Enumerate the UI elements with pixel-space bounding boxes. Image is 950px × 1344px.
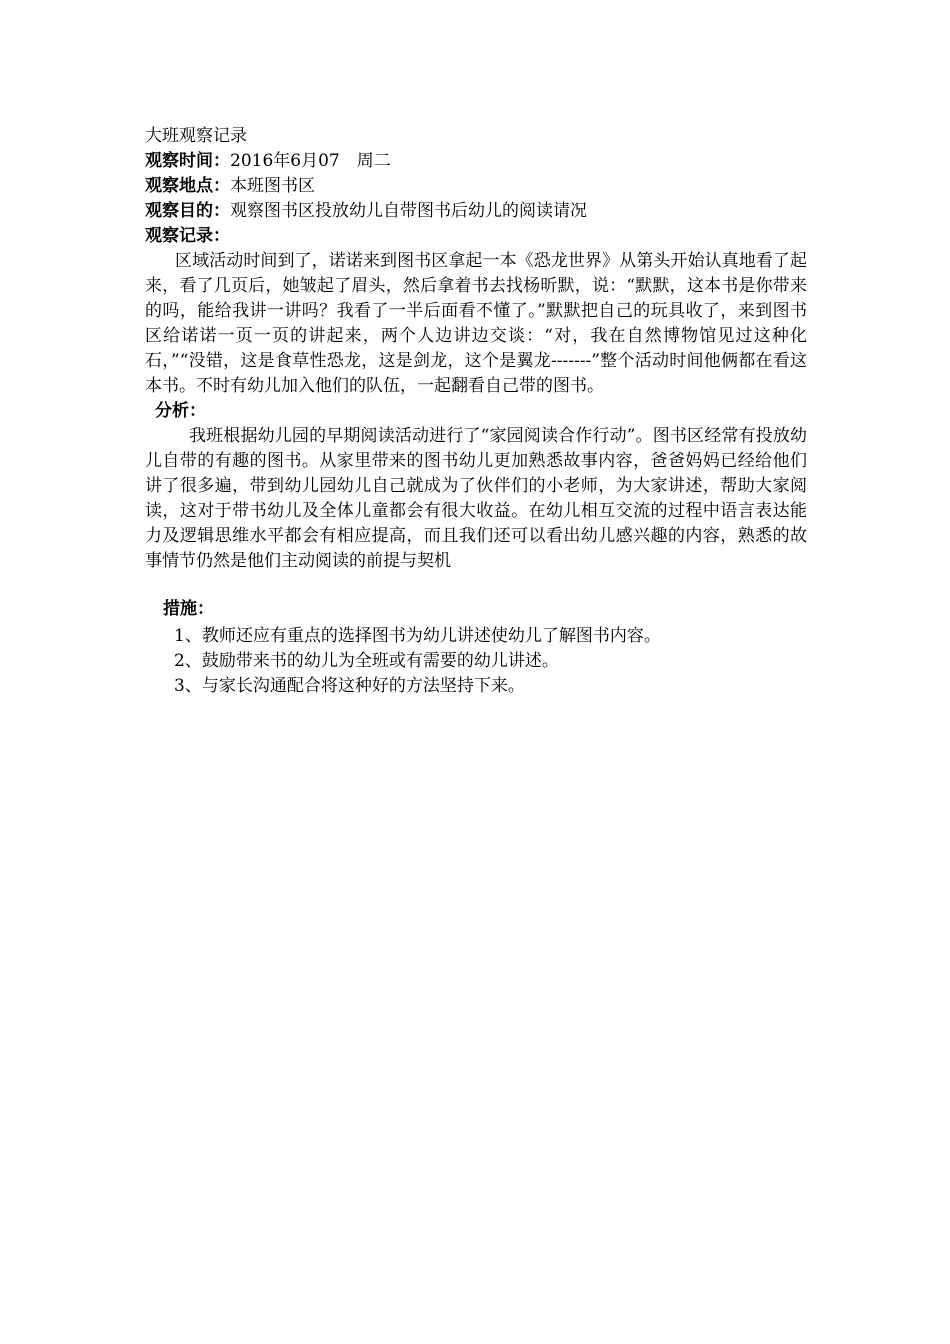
field-value: 2016年6月07 周二 [230, 151, 391, 171]
field-colon: ： [213, 201, 230, 221]
field-label: 观察时间 [145, 151, 213, 171]
field-label: 观察目的 [145, 201, 213, 221]
field-value: 本班图书区 [230, 176, 315, 196]
field-label: 观察记录 [145, 226, 213, 246]
measure-item: 3、与家长沟通配合将这种好的方法坚持下来。 [174, 676, 525, 696]
field-observation-record [145, 224, 807, 249]
measure-item: 2、鼓励带来书的幼儿为全班或有需要的幼儿讲述。 [174, 651, 559, 671]
analysis-paragraph: 我班根据幼儿园的早期阅读活动进行了“家园阅读合作行动”。图书区经常有投放幼儿自带的有趣的图书。从家里带来的图书幼儿更加熟悉故事内容，爸爸妈妈已经给他们讲了很多遍，带到幼儿园幼儿自己就成为了伙伴们的小老师，为大家讲述，帮助大家阅读，这对于带书幼儿及全体儿童都会有很大收益。在幼儿相互交流的过程中语言表达能力及逻辑思维水平都会有相应提高，而且我们还可以看出幼儿感兴趣的内容，熟悉的故事情节仍然是他们主动阅读的前提与契机 [145, 426, 807, 571]
field-observation-time [145, 149, 807, 174]
measure-item: 1、教师还应有重点的选择图书为幼儿讲述使幼儿了解图书内容。 [174, 626, 661, 646]
field-label: 观察地点 [145, 176, 213, 196]
section-spacer [145, 574, 807, 597]
analysis-heading: 分析： [155, 401, 206, 421]
field-observation-purpose [145, 199, 807, 224]
field-colon: ： [213, 226, 230, 246]
field-colon: ： [213, 176, 230, 196]
field-observation-place [145, 174, 807, 199]
record-paragraph: 区域活动时间到了，诺诺来到图书区拿起一本《恐龙世界》从第头开始认真地看了起来，看了几页后，她皱起了眉头，然后拿着书去找杨昕默，说：“默默，这本书是你带来的吗，能给我讲一讲吗？我看了一半后面看不懂了。”默默把自己的玩具收了，来到图书区给诺诺一页一页的讲起来，两个人边讲边交谈：“对，我在自然博物馆见过这种化石，”“没错，这是食草性恐龙，这是剑龙，这个是翼龙-------”整个活动时间他俩都在看这本书。不时有幼儿加入他们的队伍，一起翻看自己带的图书。 [145, 251, 807, 396]
field-value: 观察图书区投放幼儿自带图书后幼儿的阅读请况 [230, 201, 587, 221]
document-title: 大班观察记录 [145, 126, 247, 146]
field-colon: ： [213, 151, 230, 171]
document-page [145, 124, 807, 699]
measures-heading: 措施： [163, 599, 214, 619]
